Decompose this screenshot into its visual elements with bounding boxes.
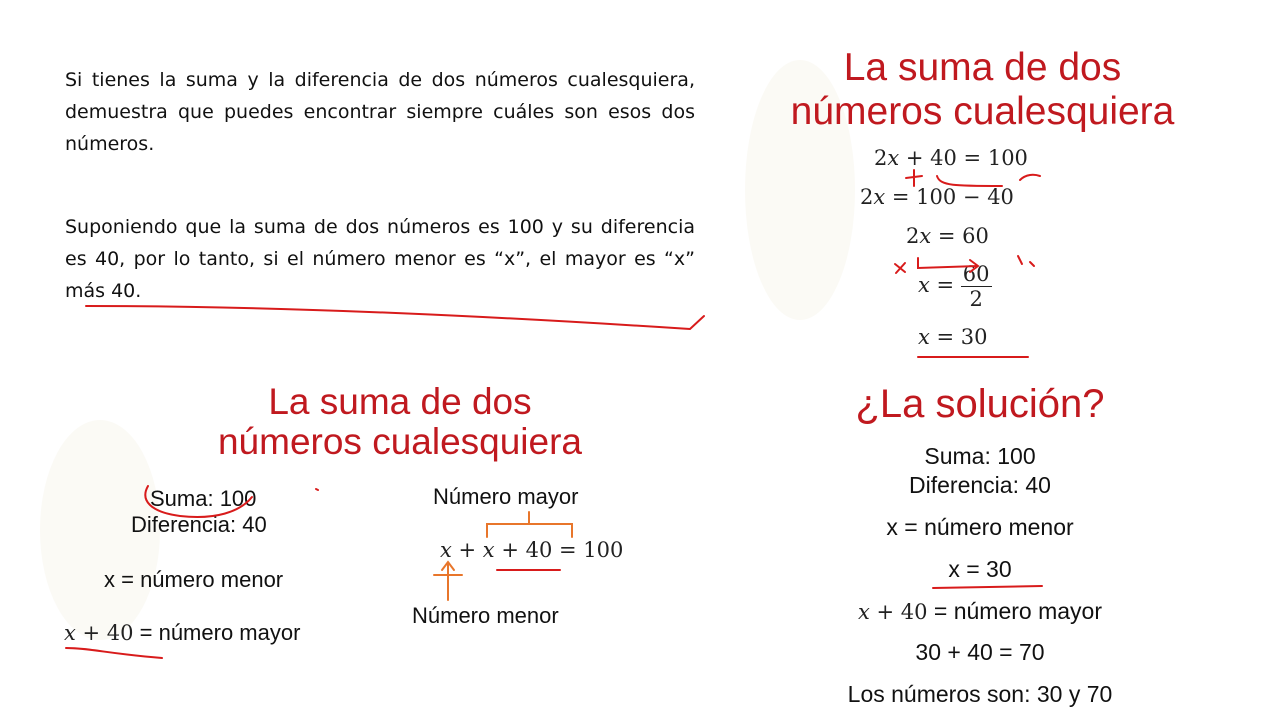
- fraction: $\frac{60}{2}$: [962, 262, 990, 311]
- top-right-title: [740, 46, 1225, 134]
- ink-plus-mark: [906, 170, 922, 186]
- suma-label: Suma: 100: [150, 486, 257, 511]
- ink-small-mark: [1018, 256, 1034, 266]
- answer-label: Los números son: 30 y 70: [847, 681, 1113, 707]
- step-equation-2: 2x = 100 − 40: [860, 185, 1014, 209]
- numero-menor-label: Número menor: [412, 603, 559, 628]
- sum-equation: x + x + 40 = 100: [440, 538, 624, 562]
- ink-underline-x40: [66, 648, 162, 658]
- ink-brace-mayor: [487, 512, 572, 537]
- step-equation-3: 2x = 60: [906, 224, 989, 248]
- title-line-2: números cualesquiera: [790, 90, 1175, 133]
- x-mayor-label: x + 40 = número mayor: [857, 598, 1102, 624]
- ink-dot-mark: [316, 489, 318, 490]
- step-equation-4: x = $\frac{60}{2}$: [918, 262, 990, 311]
- x-menor-label: x = número menor: [886, 514, 1074, 540]
- ink-underline-x30-result: [933, 586, 1042, 588]
- title-line-1: La suma de dos: [843, 46, 1122, 89]
- ink-underline-intro: [86, 306, 704, 329]
- sum-result: 30 + 40 = 70: [915, 639, 1045, 665]
- bottom-right-title: ¿La solución?: [855, 382, 1105, 426]
- step-equation-1: 2x + 40 = 100: [874, 146, 1028, 170]
- intro-paragraph-2: Suponiendo que la suma de dos números es 100 y su diferencia es 40, por lo tanto, si el número menor es “x”, el mayor es “x” más 40.: [65, 216, 695, 302]
- diferencia-label: Diferencia: 40: [131, 512, 267, 537]
- title-line-2: números cualesquiera: [217, 421, 583, 462]
- suma-label: Suma: 100: [924, 443, 1036, 469]
- ink-x-mark: [895, 263, 905, 273]
- ink-minus-mark: [1020, 175, 1040, 180]
- numero-mayor-label: Número mayor: [433, 484, 579, 509]
- x-value-label: x = 30: [948, 556, 1012, 582]
- title-line-1: La suma de dos: [268, 381, 532, 422]
- intro-paragraph-1: Si tienes la suma y la diferencia de dos números cualesquiera, demuestra que puedes encontrar siempre cuáles son esos dos números.: [65, 69, 695, 155]
- x-mayor-label: x + 40 = número mayor: [64, 620, 301, 645]
- x-menor-label: x = número menor: [104, 567, 284, 592]
- ink-arrow-menor: [434, 562, 462, 600]
- bottom-left-title: [150, 382, 650, 462]
- diferencia-label: Diferencia: 40: [909, 472, 1051, 498]
- step-equation-5: x = 30: [918, 325, 988, 349]
